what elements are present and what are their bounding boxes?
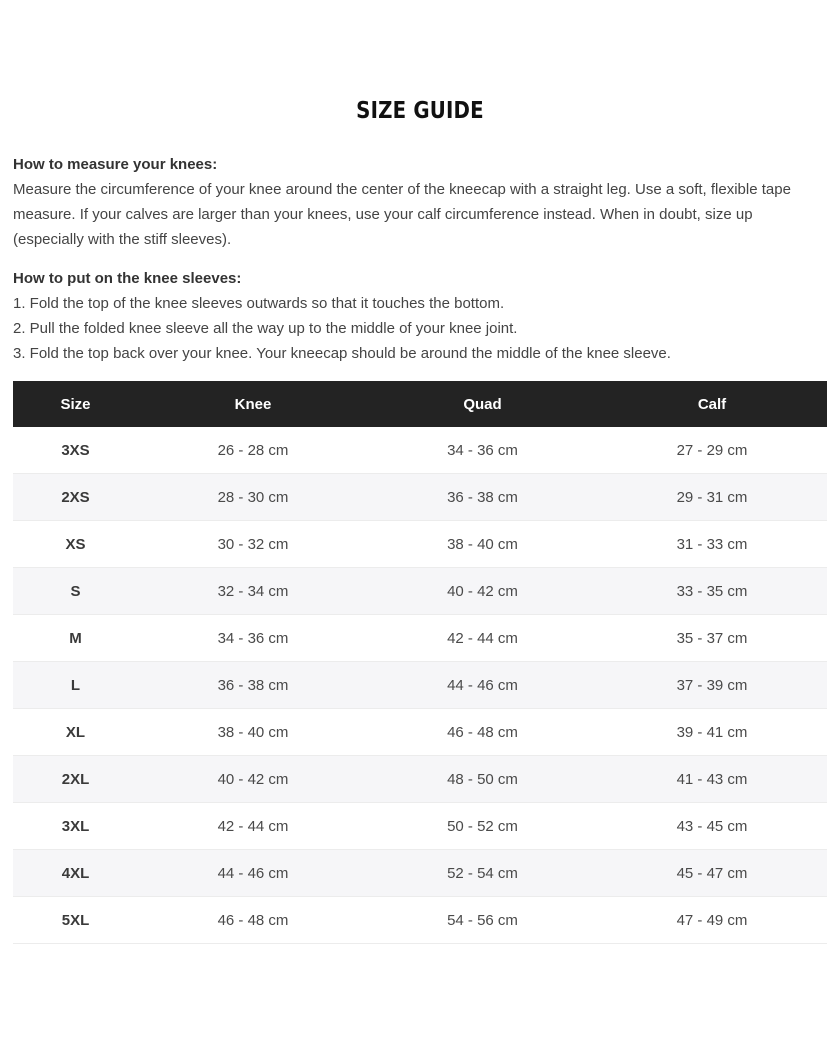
table-row: [13, 474, 827, 521]
size-cell: 3XS: [13, 427, 138, 474]
size-cell: 2XL: [13, 756, 138, 803]
table-row: [13, 521, 827, 568]
table-row: [13, 427, 827, 474]
measure-heading: How to measure your knees:: [13, 156, 218, 173]
quad-cell: 48 - 50 cm: [368, 756, 597, 803]
measure-instructions: [13, 152, 827, 252]
page-title: SIZE GUIDE: [356, 98, 484, 124]
calf-cell: 43 - 45 cm: [597, 803, 827, 850]
calf-cell: 37 - 39 cm: [597, 662, 827, 709]
measure-body: Measure the circumference of your knee around the center of the kneecap with a straight leg. Use a soft, flexible tape measure. If your calves are larger than your knees, use your calf circumference instead. When in doubt, size up (especially with the stiff sleeves).: [13, 181, 791, 248]
knee-cell: 36 - 38 cm: [138, 662, 368, 709]
size-table: [13, 381, 827, 944]
calf-cell: 33 - 35 cm: [597, 568, 827, 615]
knee-cell: 32 - 34 cm: [138, 568, 368, 615]
quad-cell: 42 - 44 cm: [368, 615, 597, 662]
size-cell: 5XL: [13, 897, 138, 944]
size-cell: XL: [13, 709, 138, 756]
knee-cell: 40 - 42 cm: [138, 756, 368, 803]
calf-cell: 39 - 41 cm: [597, 709, 827, 756]
put-on-step-2: 2. Pull the folded knee sleeve all the way up to the middle of your knee joint.: [13, 320, 518, 337]
calf-cell: 29 - 31 cm: [597, 474, 827, 521]
quad-cell: 34 - 36 cm: [368, 427, 597, 474]
size-cell: S: [13, 568, 138, 615]
knee-cell: 34 - 36 cm: [138, 615, 368, 662]
put-on-step-1: 1. Fold the top of the knee sleeves outwards so that it touches the bottom.: [13, 295, 505, 312]
size-cell: L: [13, 662, 138, 709]
column-header-calf: Calf: [697, 395, 727, 413]
size-cell: 4XL: [13, 850, 138, 897]
calf-cell: 41 - 43 cm: [597, 756, 827, 803]
knee-cell: 28 - 30 cm: [138, 474, 368, 521]
table-row: [13, 568, 827, 615]
calf-cell: 47 - 49 cm: [597, 897, 827, 944]
quad-cell: 46 - 48 cm: [368, 709, 597, 756]
put-on-heading: How to put on the knee sleeves:: [13, 270, 242, 287]
table-row: [13, 709, 827, 756]
knee-cell: 46 - 48 cm: [138, 897, 368, 944]
calf-cell: 45 - 47 cm: [597, 850, 827, 897]
calf-cell: 31 - 33 cm: [597, 521, 827, 568]
quad-cell: 40 - 42 cm: [368, 568, 597, 615]
table-row: [13, 897, 827, 944]
column-header-quad: Quad: [463, 395, 502, 413]
quad-cell: 50 - 52 cm: [368, 803, 597, 850]
table-row: [13, 615, 827, 662]
size-cell: 3XL: [13, 803, 138, 850]
put-on-step-3: 3. Fold the top back over your knee. Your kneecap should be around the middle of the knee sleeve.: [13, 345, 671, 362]
knee-cell: 42 - 44 cm: [138, 803, 368, 850]
size-cell: 2XS: [13, 474, 138, 521]
table-row: [13, 756, 827, 803]
table-row: [13, 803, 827, 850]
knee-cell: 44 - 46 cm: [138, 850, 368, 897]
column-header-knee: Knee: [234, 395, 272, 413]
calf-cell: 35 - 37 cm: [597, 615, 827, 662]
quad-cell: 44 - 46 cm: [368, 662, 597, 709]
size-cell: M: [13, 615, 138, 662]
quad-cell: 52 - 54 cm: [368, 850, 597, 897]
size-table-body: [13, 427, 827, 944]
quad-cell: 36 - 38 cm: [368, 474, 597, 521]
table-row: [13, 850, 827, 897]
knee-cell: 26 - 28 cm: [138, 427, 368, 474]
knee-cell: 38 - 40 cm: [138, 709, 368, 756]
knee-cell: 30 - 32 cm: [138, 521, 368, 568]
quad-cell: 38 - 40 cm: [368, 521, 597, 568]
calf-cell: 27 - 29 cm: [597, 427, 827, 474]
column-header-size: Size: [60, 395, 91, 413]
table-row: [13, 662, 827, 709]
size-table-header: [13, 381, 827, 427]
size-cell: XS: [13, 521, 138, 568]
put-on-instructions: [13, 266, 827, 366]
quad-cell: 54 - 56 cm: [368, 897, 597, 944]
